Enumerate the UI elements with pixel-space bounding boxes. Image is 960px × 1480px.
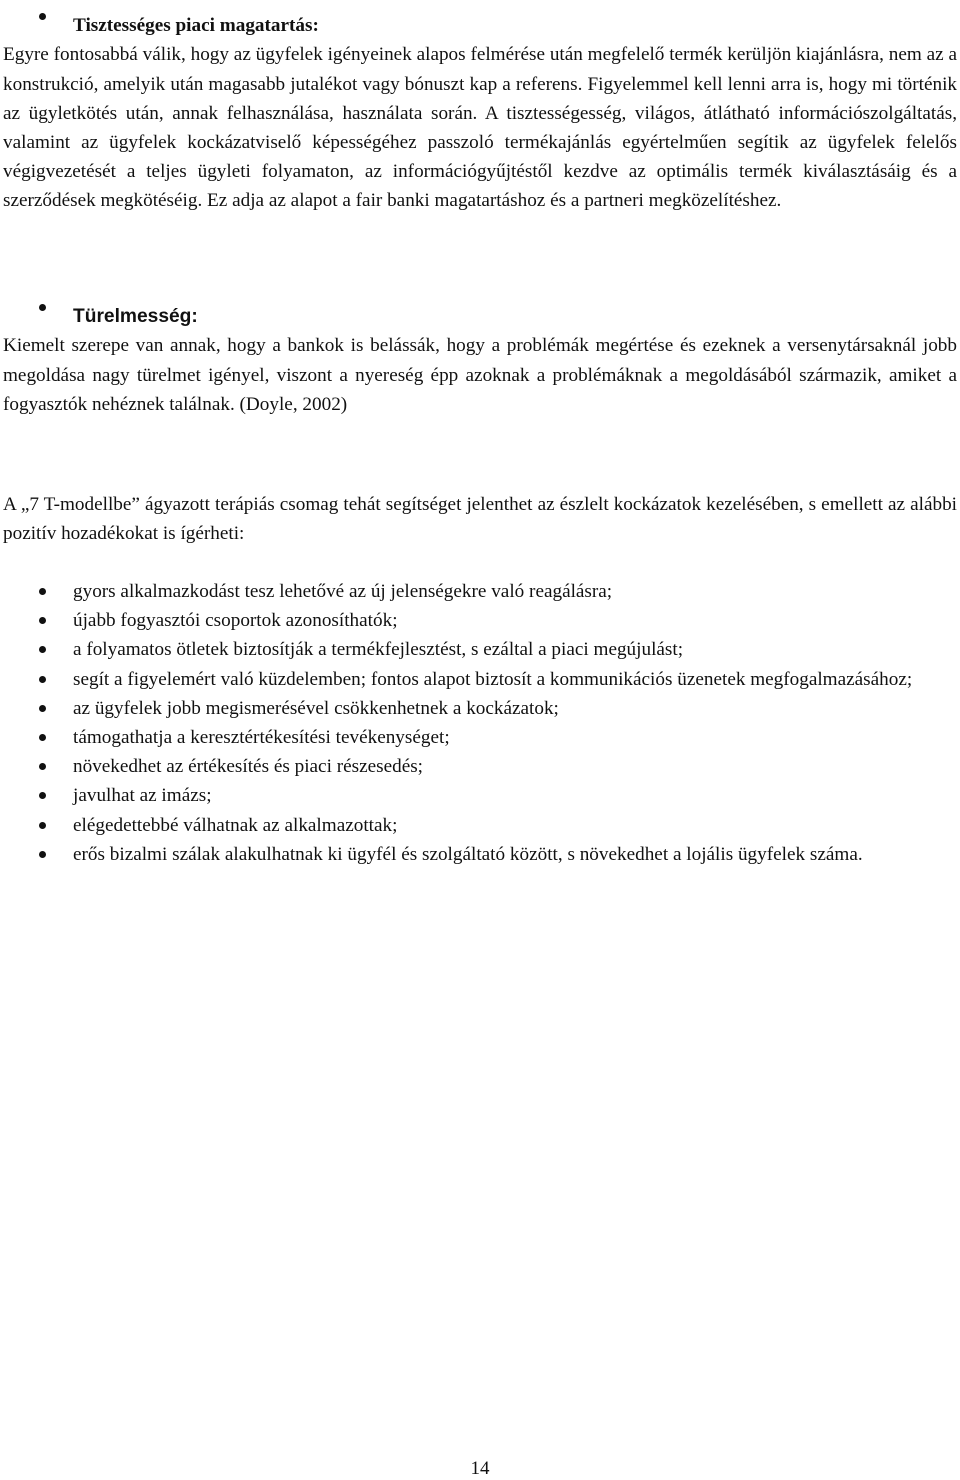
bullet-icon (3, 2, 73, 31)
section-heading: Tisztességes piaci magatartás: (73, 15, 319, 37)
list-item-text: újabb fogyasztói csoportok azonosíthatók; (73, 610, 398, 632)
bullet-icon (3, 781, 73, 810)
list-item (3, 752, 957, 781)
list-item (3, 723, 957, 752)
list-item (3, 665, 957, 694)
section-heading: Türelmesség: (73, 306, 198, 328)
list-item-text: elégedettebbé válhatnak az alkalmazottak; (73, 814, 398, 836)
bullet-icon (3, 577, 73, 606)
bullet-icon (3, 723, 73, 752)
bullet-icon (3, 606, 73, 635)
page-number: 14 (470, 1458, 490, 1479)
list-item (3, 577, 957, 606)
list-item (3, 811, 957, 840)
list-item (3, 781, 957, 810)
list-item-text: erős bizalmi szálak alakulhatnak ki ügyfél és szolgáltató között, s növekedhet a lojális ügyfelek száma. (73, 843, 863, 865)
list-item-text: javulhat az imázs; (73, 785, 212, 807)
section-body: Egyre fontosabbá válik, hogy az ügyfelek igényeinek alapos felmérése után megfelelő termék kerüljön kiajánlásra, nem az a konstrukció, amelyik után magasabb jutalékot vagy bónuszt kap a referens. Figyelemmel kell lenni arra is, hogy mi történik az ügyletkötés után, annak felhasználása, használata során. A tisztességesség, világos, átlátható információszolgáltatás, valamint az ügyfelek kockázatviselő képességéhez passzoló termékajánlás egyértelműen segítik az ügyfelek felelős végigvezetését a teljes ügyleti folyamaton, az információgyűjtéstől kezdve az optimális termék kiválasztásáig és a szerződések megkötéséig. Ez adja az alapot a fair banki magatartáshoz és a partneri megközelítéshez. (3, 44, 957, 212)
list-item-text: támogathatja a keresztértékesítési tevékenységet; (73, 727, 450, 749)
bullet-icon (3, 665, 73, 694)
bullet-icon (3, 293, 73, 322)
bullet-icon (3, 840, 73, 869)
list-item-text: az ügyfelek jobb megismerésével csökkenhetnek a kockázatok; (73, 697, 559, 719)
bullet-icon (3, 811, 73, 840)
list-item (3, 635, 957, 664)
bullet-icon (3, 694, 73, 723)
list-item-text: a folyamatos ötletek biztosítják a termékfejlesztést, s ezáltal a piaci megújulást; (73, 639, 684, 661)
list-item (3, 606, 957, 635)
bullet-icon (3, 752, 73, 781)
list-item-text: növekedhet az értékesítés és piaci részesedés; (73, 756, 424, 778)
section-heading-row (3, 293, 957, 331)
intro-paragraph: A „7 T-modellbe” ágyazott terápiás csomag tehát segítséget jelenthet az észlelt kockázatok kezelésében, s emellett az alábbi pozitív hozadékokat is ígérheti: (3, 494, 957, 545)
list-item (3, 694, 957, 723)
section-fair-conduct (3, 2, 957, 216)
list-item-text: gyors alkalmazkodást tesz lehetővé az új jelenségekre való reagálásra; (73, 581, 613, 602)
section-body: Kiemelt szerepe van annak, hogy a bankok is belássák, hogy a problémák megértése és ezeknek a versenytársaknál jobb megoldása nagy türelmet igényel, viszont a nyereség épp azoknak a problémáknak a megoldásából származik, amiket a fogyasztók nehéznek találnak. (Doyle, 2002) (3, 335, 957, 415)
benefits-list (3, 577, 957, 869)
list-item-text: segít a figyelemért való küzdelemben; fontos alapot biztosít a kommunikációs üzenetek megfogalmazásához; (73, 668, 913, 690)
section-heading-row (3, 2, 957, 40)
bullet-icon (3, 635, 73, 664)
list-item (3, 840, 957, 869)
section-patience (3, 293, 957, 419)
